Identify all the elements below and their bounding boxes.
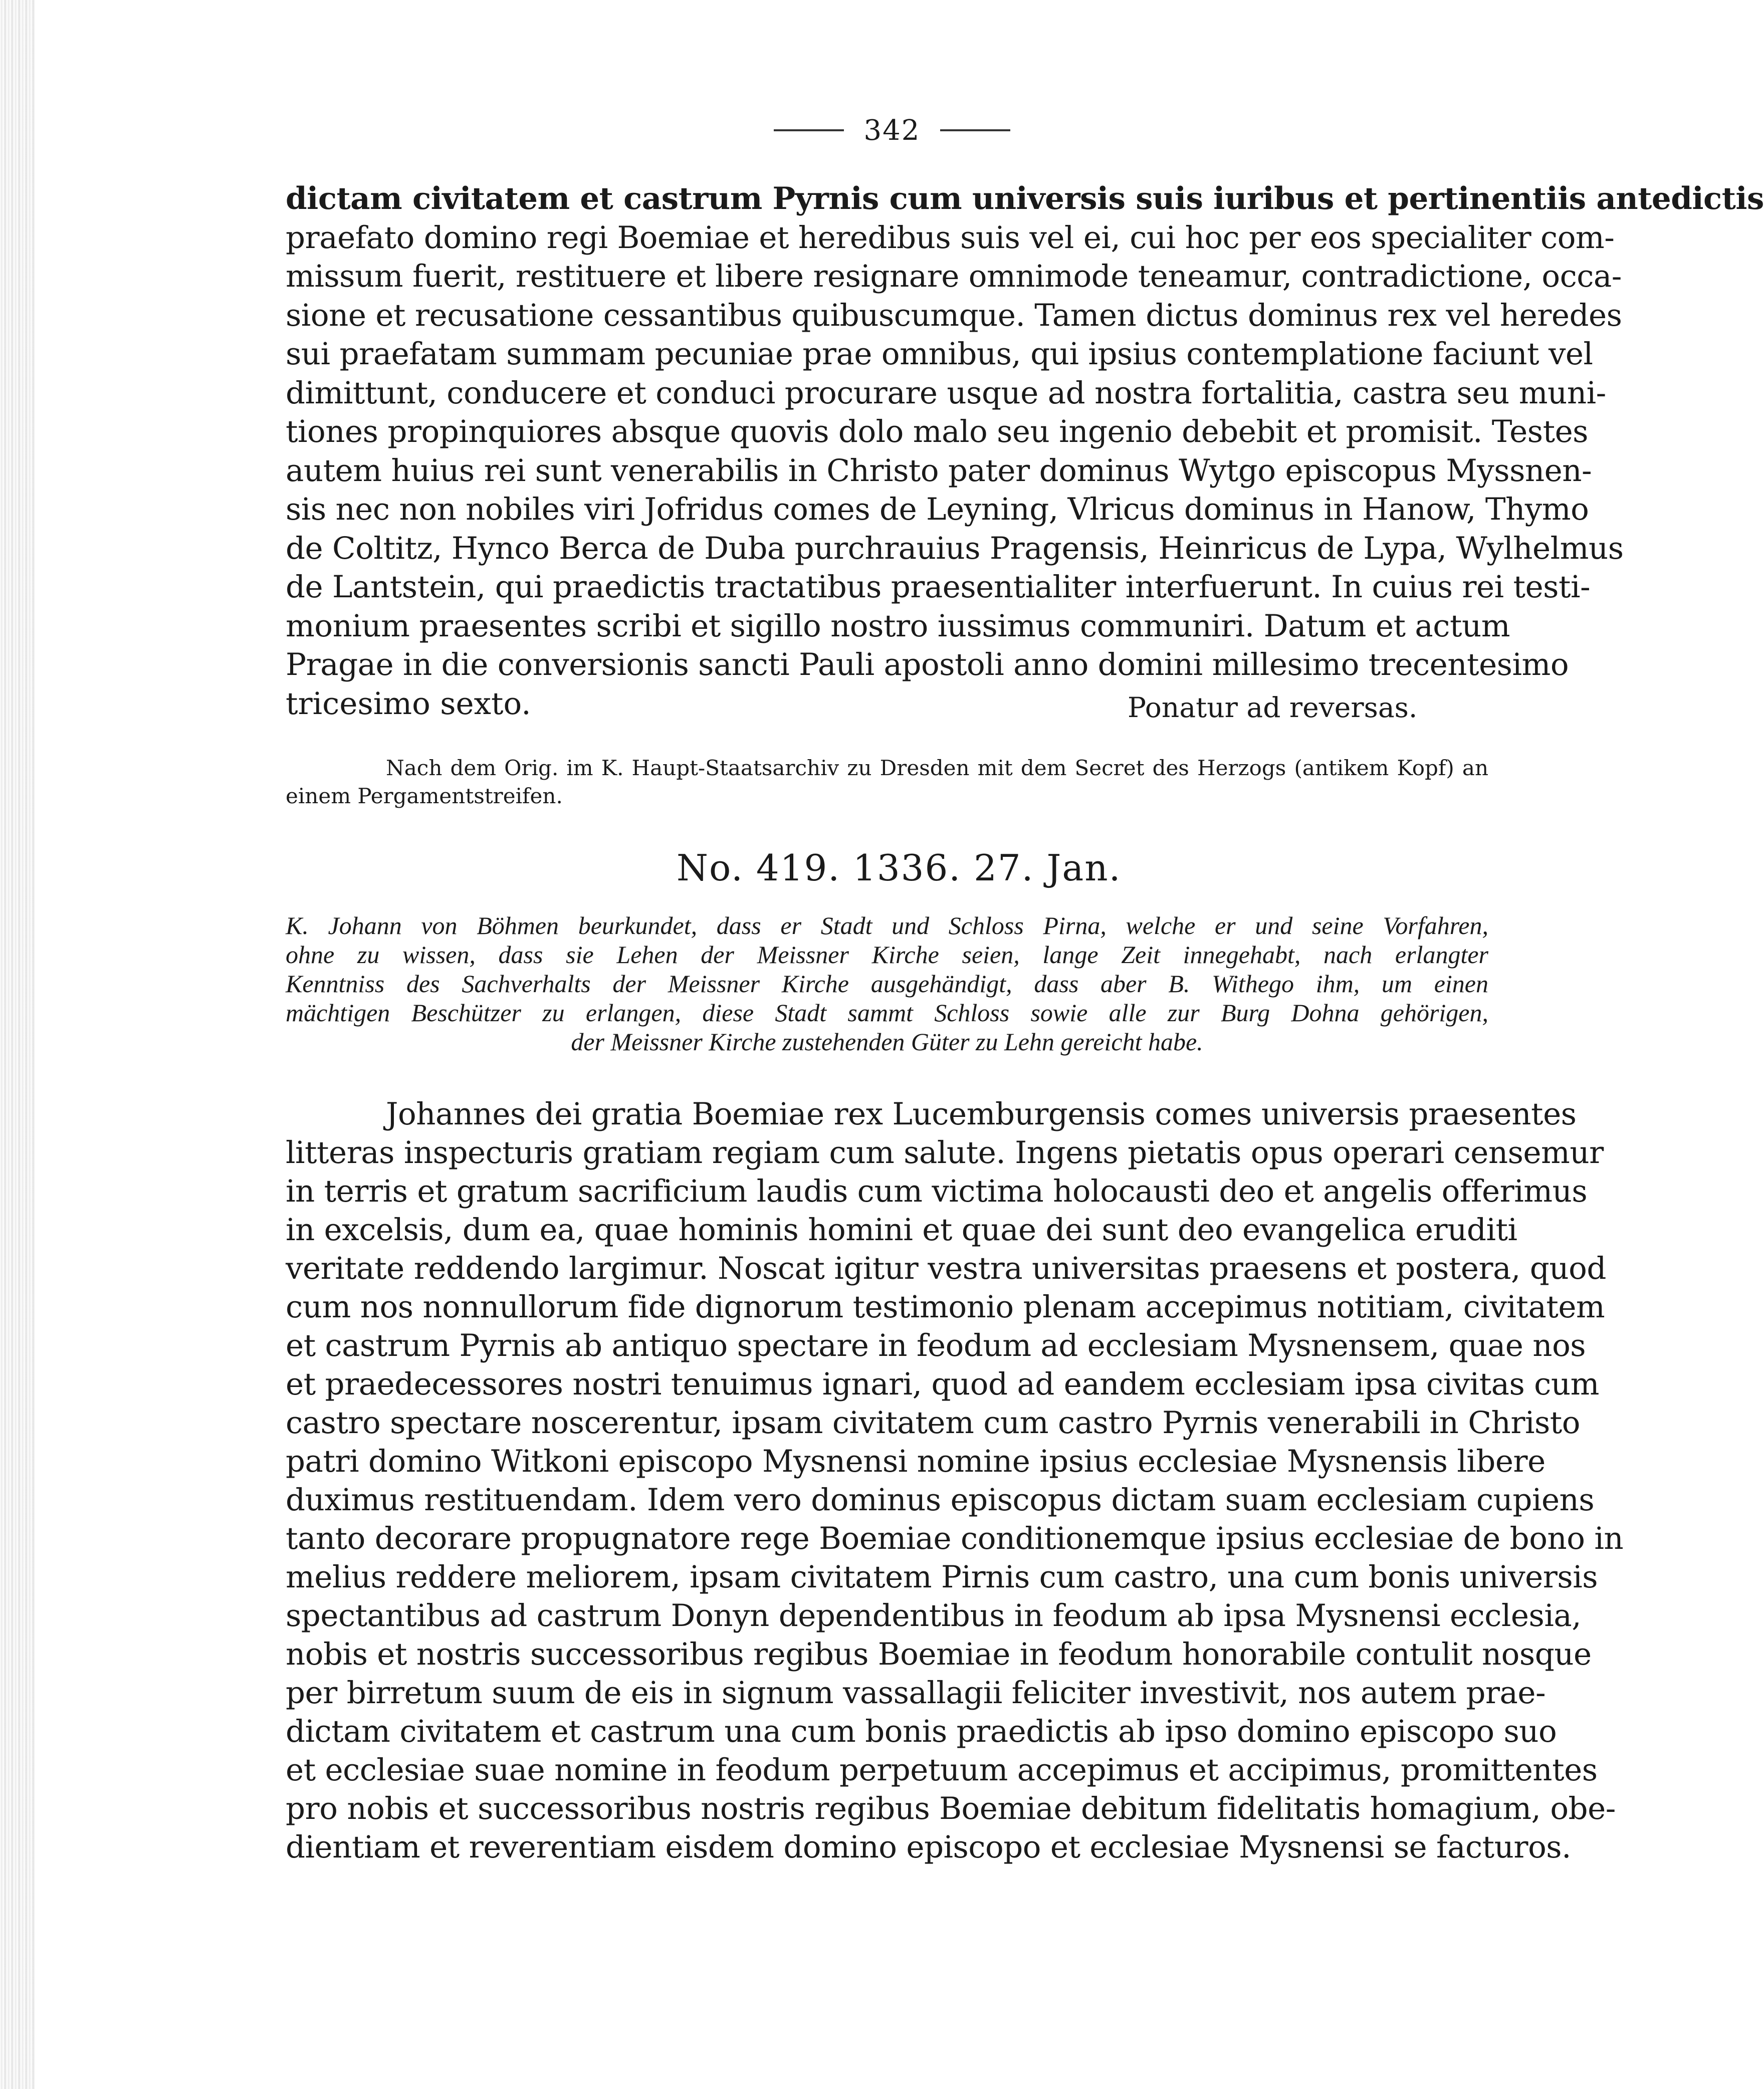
charter-text-line: litteras inspecturis gratiam regiam cum salute. Ingens pietatis opus operari censemur	[286, 1135, 1604, 1171]
summary-line: mächtigen Beschützer zu erlangen, diese Stadt sammt Schloss sowie alle zur Burg Dohna gehörigen,	[286, 999, 1488, 1027]
endorsement-note: Ponatur ad reversas.	[1128, 691, 1418, 724]
continuation-line: sione et recusatione cessantibus quibuscumque. Tamen dictus dominus rex vel heredes	[286, 297, 1622, 333]
scan-binding-edge	[0, 0, 35, 2089]
charter-text-line: et ecclesiae suae nomine in feodum perpetuum accepimus et accipimus, promittentes	[286, 1752, 1598, 1788]
charter-text-line: in terris et gratum sacrificium laudis cum victima holocausti deo et angelis offerimus	[286, 1174, 1588, 1209]
continuation-line: tiones propinquiores absque quovis dolo malo seu ingenio debebit et promisit. Testes	[286, 414, 1588, 449]
charter-text-line: in excelsis, dum ea, quae hominis homini et quae dei sunt deo evangelica eruditi	[286, 1212, 1517, 1248]
continuation-line: dictam civitatem et castrum Pyrnis cum universis suis iuribus et pertinentiis antedictis	[286, 181, 1764, 216]
charter-text-line: patri domino Witkoni episcopo Mysnensi nomine ipsius ecclesiae Mysnensis libere	[286, 1444, 1546, 1479]
continuation-line: monium praesentes scribi et sigillo nostro iussimus communiri. Datum et actum	[286, 608, 1510, 644]
summary-line: Kenntniss des Sachverhalts der Meissner Kirche ausgehändigt, dass aber B. Withego ihm, um einen	[286, 970, 1488, 998]
continuation-line: autem huius rei sunt venerabilis in Christo pater dominus Wytgo episcopus Myssnen-	[286, 452, 1592, 489]
charter-text-line: spectantibus ad castrum Donyn dependentibus in feodum ab ipsa Mysnensi ecclesia,	[286, 1598, 1582, 1634]
previous-charter-continuation	[286, 179, 1764, 724]
summary-line: ohne zu wissen, dass sie Lehen der Meissner Kirche seien, lange Zeit innegehabt, nach erlangter	[286, 941, 1488, 969]
page-number	[752, 113, 1032, 148]
charter-text-line: cum nos nonnullorum fide dignorum testimonio plenam accepimus notitiam, civitatem	[286, 1289, 1605, 1325]
charter-text-line: et praedecessores nostri tenuimus ignari, quod ad eandem ecclesiam ipsa civitas cum	[286, 1366, 1599, 1402]
continuation-line: sui praefatam summam pecuniae prae omnibus, qui ipsius contemplatione faciunt vel	[286, 336, 1593, 372]
continuation-line: de Coltitz, Hynco Berca de Duba purchrauius Pragensis, Heinricus de Lypa, Wylhelmus	[286, 530, 1624, 566]
charter-text-line: dictam civitatem et castrum una cum bonis praedictis ab ipso domino episcopo suo	[286, 1714, 1557, 1749]
charter-text-line: melius reddere meliorem, ipsam civitatem Pirnis cum castro, una cum bonis universis	[286, 1559, 1598, 1595]
summary-line: K. Johann von Böhmen beurkundet, dass er Stadt und Schloss Pirna, welche er und seine Vorfahren,	[286, 911, 1488, 940]
continuation-last-line: tricesimo sexto.	[286, 685, 531, 722]
continuation-line: dimittunt, conducere et conduci procurare usque ad nostra fortalitia, castra seu muni-	[286, 375, 1606, 411]
charter-text-line: nobis et nostris successoribus regibus Boemiae in feodum honorabile contulit nosque	[286, 1637, 1592, 1672]
continuation-line: missum fuerit, restituere et libere resignare omnimode teneamur, contradictione, occa-	[286, 259, 1622, 294]
page-number-rule-left	[774, 129, 844, 131]
charter-heading: No. 419. 1336. 27. Jan.	[677, 847, 1122, 889]
charter-text-line: castro spectare noscerentur, ipsam civitatem cum castro Pyrnis venerabili in Christo	[286, 1405, 1581, 1441]
summary-line: der Meissner Kirche zustehenden Güter zu Lehn gereicht habe.	[571, 1028, 1203, 1056]
charter-text-line: dientiam et reverentiam eisdem domino episcopo et ecclesiae Mysnensi se facturos.	[286, 1829, 1571, 1865]
charter-text-line: per birretum suum de eis in signum vassallagii feliciter investivit, nos autem prae-	[286, 1675, 1546, 1711]
continuation-line: sis nec non nobiles viri Jofridus comes de Leyning, Vlricus dominus in Hanow, Thymo	[286, 492, 1589, 527]
continuation-line: de Lantstein, qui praedictis tractatibus praesentialiter interfuerunt. In cuius rei testi-	[286, 569, 1591, 605]
source-note-line: einem Pergamentstreifen.	[286, 784, 563, 808]
charter-text-line: veritate reddendo largimur. Noscat igitur vestra universitas praesens et postera, quod	[286, 1251, 1606, 1286]
charter-summary	[286, 911, 1488, 1056]
charter-text-line: duximus restituendam. Idem vero dominus episcopus dictam suam ecclesiam cupiens	[286, 1482, 1595, 1518]
page-number-text: 342	[863, 114, 921, 147]
source-note	[286, 754, 1488, 810]
continuation-final-row	[286, 684, 1488, 724]
charter-text-line: et castrum Pyrnis ab antiquo spectare in feodum ad ecclesiam Mysnensem, quae nos	[286, 1328, 1586, 1363]
continuation-line: praefato domino regi Boemiae et heredibus suis vel ei, cui hoc per eos specialiter com-	[286, 219, 1615, 256]
charter-text-line: tanto decorare propugnatore rege Boemiae conditionemque ipsius ecclesiae de bono in	[286, 1521, 1624, 1556]
continuation-line: Pragae in die conversionis sancti Pauli apostoli anno domini millesimo trecentesimo	[286, 647, 1569, 682]
page-number-rule-right	[940, 129, 1010, 131]
charter-text	[286, 1095, 1624, 1867]
charter-text-line: pro nobis et successoribus nostris regibus Boemiae debitum fidelitatis homagium, obe-	[286, 1791, 1616, 1826]
charter-text-line: Johannes dei gratia Boemiae rex Lucemburgensis comes universis praesentes	[386, 1096, 1577, 1132]
source-note-line: Nach dem Orig. im K. Haupt-Staatsarchiv zu Dresden mit dem Secret des Herzogs (antikem Kopf) an	[386, 756, 1488, 780]
